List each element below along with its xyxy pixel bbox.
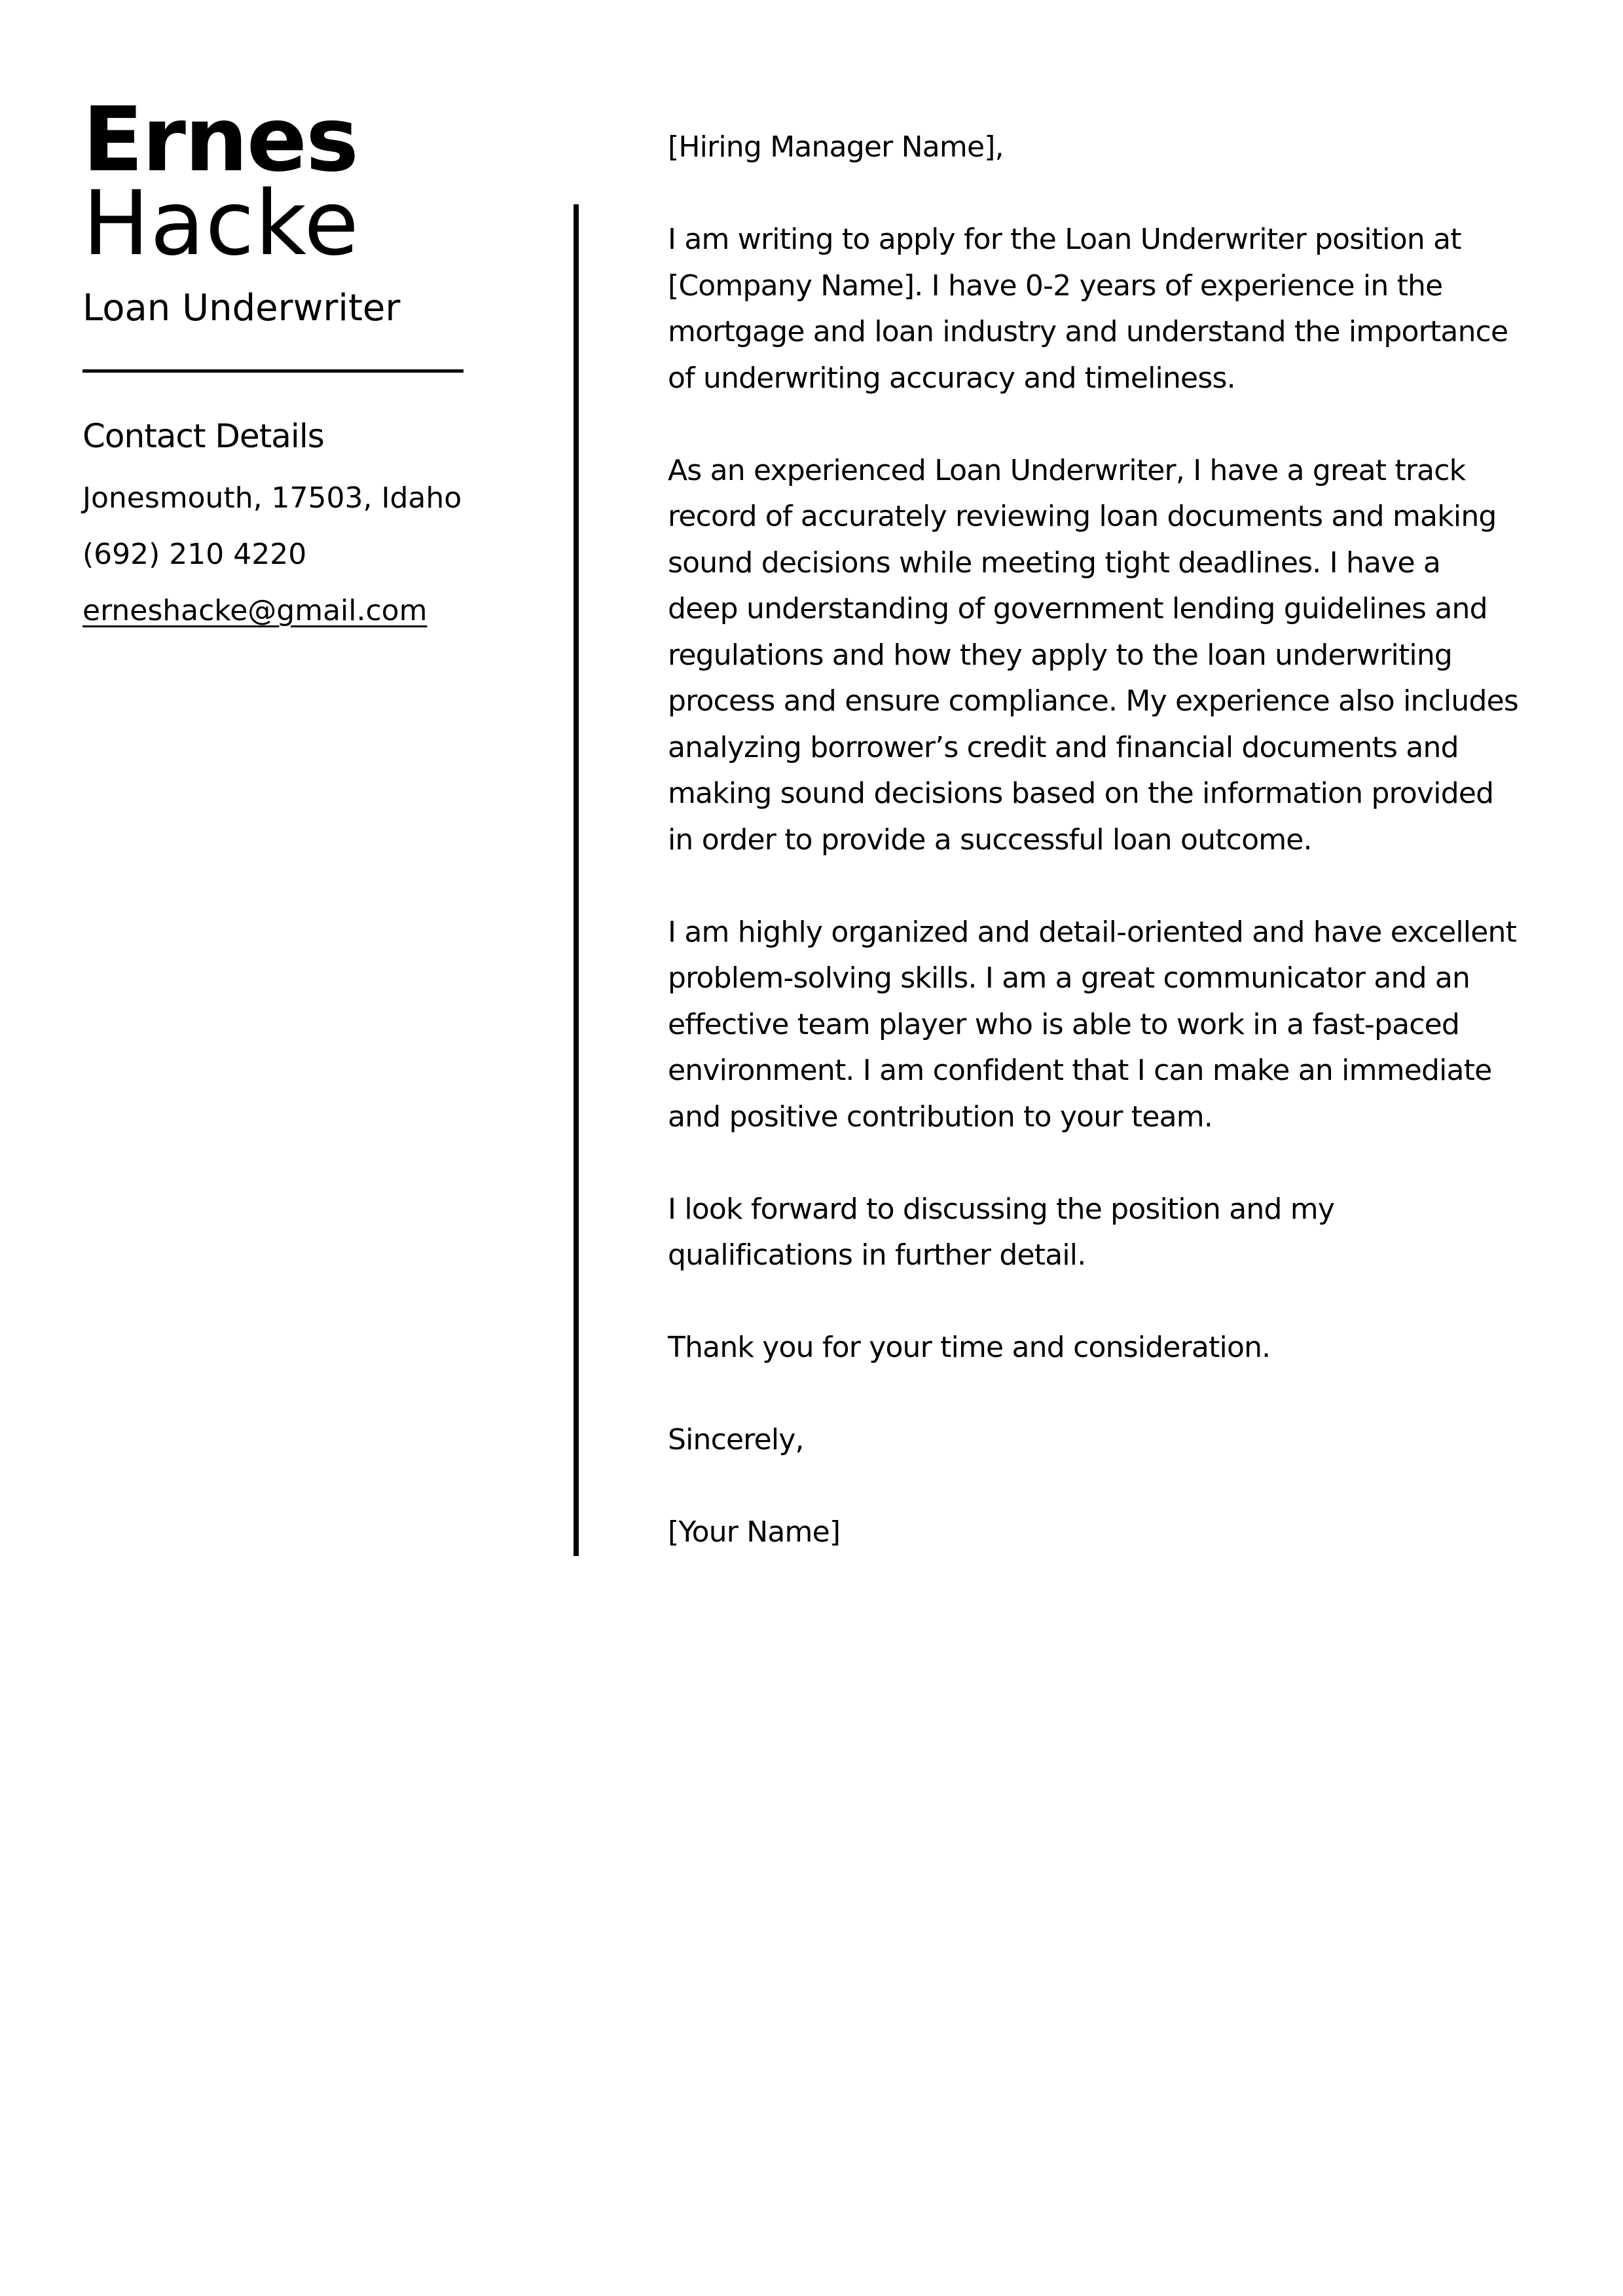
letter-salutation: [Hiring Manager Name], xyxy=(668,130,1004,164)
last-name: Hacke xyxy=(82,172,359,276)
letter-paragraph: I am writing to apply for the Loan Underwriter position at [Company Name]. I have 0-2 years of experience in the mortgage and loan industry and understand the importance of underwriting accuracy and timeliness. xyxy=(668,223,1508,395)
letter-signature: [Your Name] xyxy=(668,1515,841,1549)
contact-address: Jonesmouth, 17503, Idaho xyxy=(82,481,462,515)
first-name: Ernes xyxy=(82,88,357,192)
letter-paragraph: I look forward to discussing the position and my qualifications in further detail. xyxy=(668,1192,1335,1272)
contact-phone: (692) 210 4220 xyxy=(82,538,307,571)
contact-email-link[interactable]: erneshacke@gmail.com xyxy=(82,594,428,627)
contact-heading: Contact Details xyxy=(82,417,324,455)
name-divider xyxy=(82,369,464,373)
letter-paragraph: As an experienced Loan Underwriter, I have a great track record of accurately reviewing loan documents and making sound decisions while meeting tight deadlines. I have a deep understanding of government lending guidelines and regulations and how they apply to the loan underwriting process and ensure compliance. My experience also includes analyzing borrower’s credit and financial documents and making sound decisions based on the information provided in order to provide a successful loan outcome. xyxy=(668,453,1519,857)
letter-paragraph: I am highly organized and detail-oriented and have excellent problem-solving skills. I am a great communicator and an effective team player who is able to work in a fast-paced environment. I am confident that I can make an immediate and positive contribution to your team. xyxy=(668,915,1517,1134)
letter-closing: Sincerely, xyxy=(668,1423,804,1456)
letter-body xyxy=(668,124,1519,1602)
column-divider xyxy=(574,204,579,1556)
profile-column xyxy=(82,88,475,629)
job-title: Loan Underwriter xyxy=(82,287,401,329)
letter-paragraph: Thank you for your time and consideration. xyxy=(668,1331,1271,1364)
